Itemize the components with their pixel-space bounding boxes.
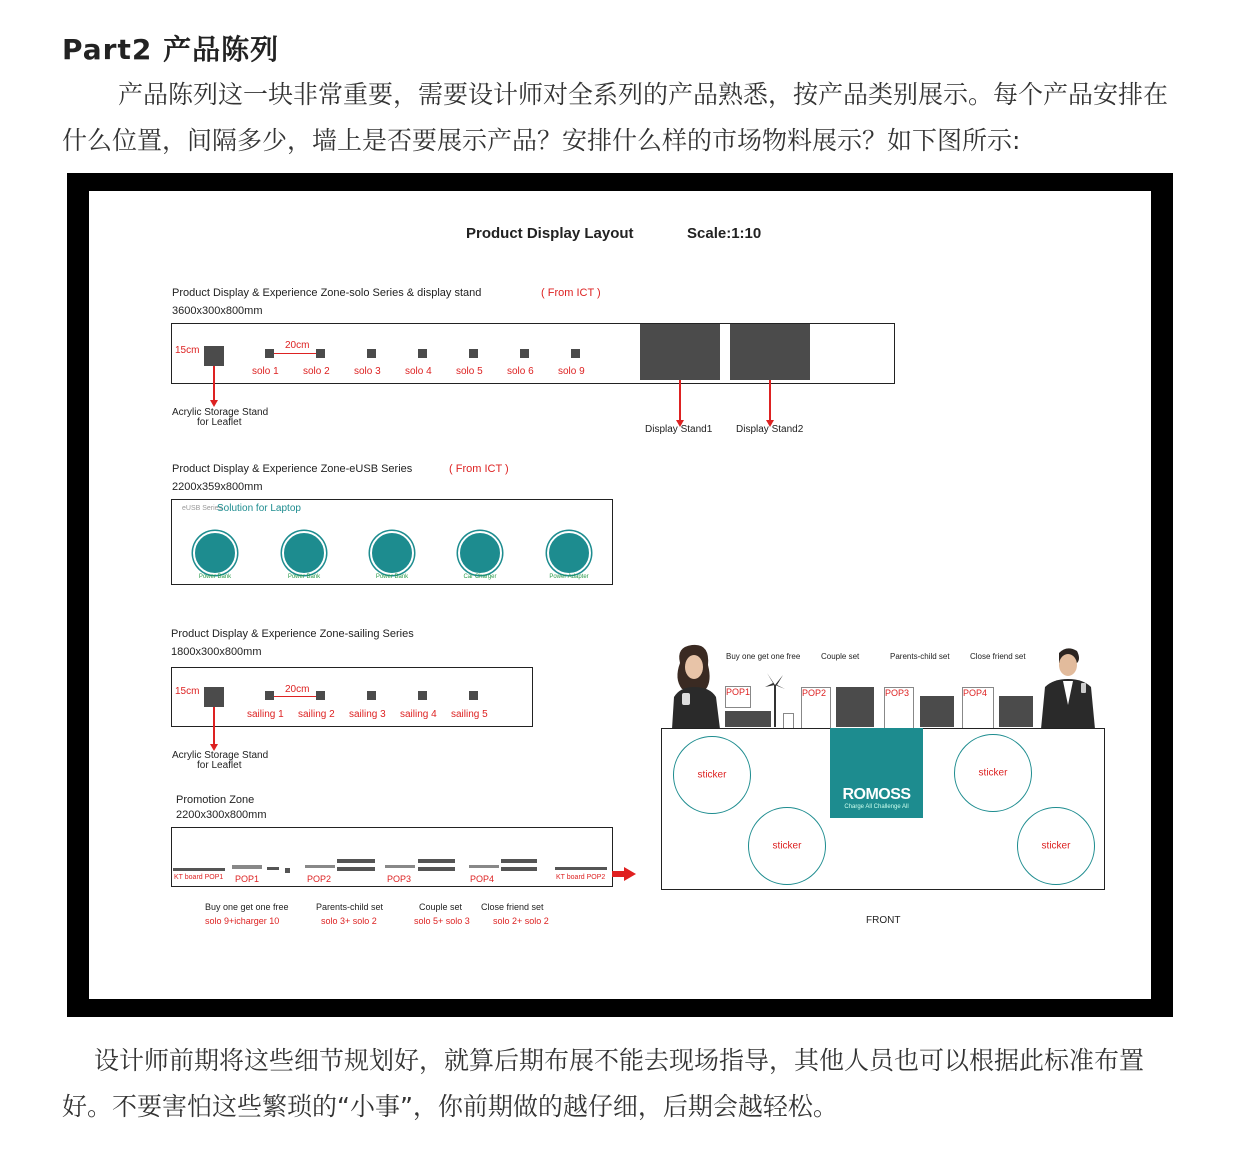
storage-arrow-head: [210, 400, 218, 407]
sailing-product-label: sailing 3: [349, 709, 386, 720]
solo-gap-label: 20cm: [285, 340, 310, 351]
solo-product-block: [571, 349, 580, 358]
eusb-product-label: Power Bank: [375, 574, 409, 580]
promo-offer-detail: solo 2+ solo 2: [493, 916, 549, 926]
sailing-product-block: [316, 691, 325, 700]
eusb-product-circle: [458, 531, 502, 575]
eusb-zone-source: ( From ICT ): [449, 463, 509, 475]
solo-product-block: [265, 349, 274, 358]
solo-storage-label-2: for Leaflet: [197, 417, 242, 428]
promo-bar-11: [469, 865, 499, 868]
promo-bar-4: [285, 868, 290, 873]
solo-zone-dims: 3600x300x800mm: [172, 305, 263, 317]
solo-product-label: solo 9: [558, 366, 585, 377]
promo-arrow-shaft: [612, 871, 624, 877]
front-pop-1: POP1: [725, 686, 751, 708]
promo-bar-5: [305, 865, 335, 868]
solo-zone-title: Product Display & Experience Zone-solo Series & display stand: [172, 287, 482, 299]
solo-product-label: solo 5: [456, 366, 483, 377]
eusb-product-circle: [370, 531, 414, 575]
romoss-panel: [830, 728, 923, 818]
front-small-pop: [783, 713, 794, 729]
front-set-label: Buy one get one free: [726, 652, 801, 661]
solo-margin-label: 15cm: [175, 345, 200, 356]
solo-product-block: [469, 349, 478, 358]
display-stand-2: [730, 324, 810, 380]
promo-label: KT board POP1: [174, 874, 224, 881]
promo-label: POP1: [235, 874, 260, 884]
section-heading: Part2 产品陈列: [62, 33, 280, 66]
sailing-storage-label-2: for Leaflet: [197, 760, 242, 771]
sailing-product-block: [265, 691, 274, 700]
sticker-1: sticker: [673, 736, 751, 814]
promo-offer-name: Close friend set: [481, 902, 544, 912]
sailing-product-block: [418, 691, 427, 700]
figure-scale: Scale:1:10: [687, 225, 762, 242]
sailing-storage-label: Acrylic Storage Stand: [172, 750, 269, 761]
promo-bar-6: [337, 859, 375, 863]
sticker-2: sticker: [748, 807, 826, 885]
promo-label: POP2: [307, 874, 332, 884]
promo-offer-name: Buy one get one free: [205, 902, 289, 912]
eusb-zone-dims: 2200x359x800mm: [172, 481, 263, 493]
closing-paragraph: 设计师前期将这些细节规划好，就算后期布展不能去现场指导，其他人员也可以根据此标准布置好。不要害怕这些繁琐的“小事”，你前期做的越仔细，后期会越轻松。: [62, 1046, 1145, 1121]
promo-offer-name: Couple set: [419, 902, 463, 912]
eusb-product-label: Power Adapter: [549, 574, 589, 580]
solo-product-block: [367, 349, 376, 358]
promo-offer-detail: solo 9+icharger 10: [205, 916, 280, 926]
front-label: FRONT: [866, 915, 901, 926]
front-set-label: Couple set: [821, 652, 860, 661]
sailing-zone-dims: 1800x300x800mm: [171, 646, 262, 658]
promo-bar-13: [501, 867, 537, 871]
promo-offer-name: Parents-child set: [316, 902, 384, 912]
promo-bar-8: [385, 865, 415, 868]
front-pop-3: POP3: [884, 687, 914, 729]
solo-product-label: solo 3: [354, 366, 381, 377]
sailing-gap-label: 20cm: [285, 684, 310, 695]
eusb-banner: Solution for Laptop: [217, 503, 301, 514]
sailing-product-label: sailing 1: [247, 709, 284, 720]
solo-product-block: [418, 349, 427, 358]
promo-bar-10: [418, 867, 455, 871]
promo-bar-1: [173, 868, 225, 871]
eusb-product-label: Car Charger: [463, 574, 497, 580]
sailing-product-block: [469, 691, 478, 700]
eusb-product-circle: [547, 531, 591, 575]
promo-bar-3: [267, 867, 279, 870]
front-pop-2: POP2: [801, 687, 831, 729]
figure-title: Product Display Layout: [466, 225, 634, 242]
promo-label: KT board POP2: [556, 874, 606, 881]
sailing-product-block: [367, 691, 376, 700]
solo-product-label: solo 4: [405, 366, 432, 377]
sticker-3: sticker: [954, 734, 1032, 812]
stand1-label: Display Stand1: [645, 424, 713, 435]
promo-bar-2: [232, 865, 262, 869]
sailing-storage-block: [204, 687, 224, 707]
front-pop-4: POP4: [962, 687, 994, 729]
display-stand-1: [640, 324, 720, 380]
promo-bar-9: [418, 859, 455, 863]
solo-product-block: [316, 349, 325, 358]
intro-paragraph: 产品陈列这一块非常重要，需要设计师对全系列的产品熟悉，按产品类别展示。每个产品安排在什么位置，间隔多少，墙上是否要展示产品？安排什么样的市场物料展示？如下图所示:: [62, 80, 1169, 155]
promo-bar-14: [555, 867, 607, 870]
eusb-series-label: eUSB Series: [182, 505, 223, 512]
romoss-logo: ROMOSS: [842, 786, 911, 803]
figure-canvas: [89, 191, 1151, 999]
promo-label: POP4: [470, 874, 495, 884]
storage-arrow-line: [213, 366, 215, 401]
stand2-label: Display Stand2: [736, 424, 804, 435]
woman-figure: [666, 643, 724, 729]
solo-product-block: [520, 349, 529, 358]
man-figure: [1037, 645, 1099, 729]
eusb-zone-title: Product Display & Experience Zone-eUSB Series: [172, 463, 413, 475]
promo-bar-12: [501, 859, 537, 863]
eusb-product-circle: [282, 531, 326, 575]
solo-storage-block: [204, 346, 224, 366]
front-block-2: [836, 687, 874, 727]
promo-zone-title: Promotion Zone: [176, 794, 255, 806]
sailing-product-label: sailing 5: [451, 709, 488, 720]
promo-offer-detail: solo 3+ solo 2: [321, 916, 377, 926]
promo-zone-dims: 2200x300x800mm: [176, 809, 267, 821]
sticker-4: sticker: [1017, 807, 1095, 885]
front-set-label: Parents-child set: [890, 652, 950, 661]
front-set-label: Close friend set: [970, 652, 1026, 661]
eusb-product-label: Power Bank: [198, 574, 232, 580]
sailing-zone-title: Product Display & Experience Zone-sailing Series: [171, 628, 414, 640]
promo-bar-7: [337, 867, 375, 871]
front-block-3: [920, 696, 954, 727]
sailing-storage-arrow-line: [213, 707, 215, 745]
promo-offer-detail: solo 5+ solo 3: [414, 916, 470, 926]
solo-product-label: solo 6: [507, 366, 534, 377]
solo-storage-label: Acrylic Storage Stand: [172, 407, 269, 418]
layout-figure: [67, 173, 1173, 1017]
sailing-margin-label: 15cm: [175, 686, 200, 697]
stand1-arrow-line: [679, 380, 681, 422]
stand2-arrow-line: [769, 380, 771, 422]
solo-product-label: solo 2: [303, 366, 330, 377]
sailing-product-label: sailing 4: [400, 709, 437, 720]
sailing-product-label: sailing 2: [298, 709, 335, 720]
romoss-tagline: Charge All Challenge All: [844, 804, 909, 810]
front-block-4: [999, 696, 1033, 727]
solo-zone-source: ( From ICT ): [541, 287, 601, 299]
promo-arrow-head: [624, 867, 636, 881]
eusb-product-label: Power Bank: [287, 574, 321, 580]
solo-product-label: solo 1: [252, 366, 279, 377]
promo-label: POP3: [387, 874, 412, 884]
eusb-product-circle: [193, 531, 237, 575]
